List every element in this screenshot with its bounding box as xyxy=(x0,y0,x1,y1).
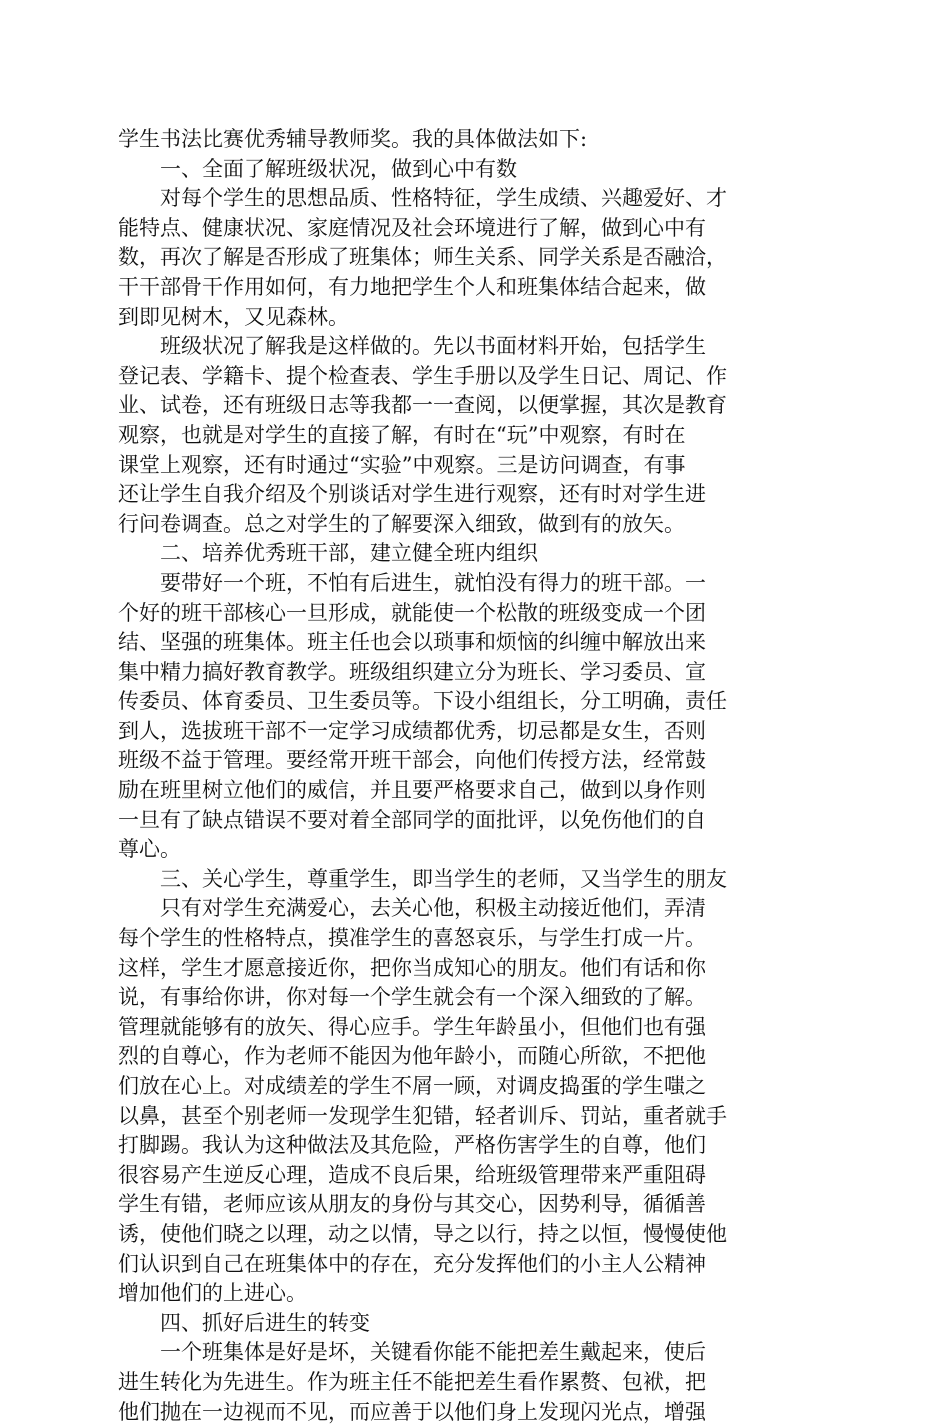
text-line: 们放在心上。对成绩差的学生不屑一顾，对调皮捣蛋的学生嗤之 xyxy=(118,1074,706,1098)
text-line: 很容易产生逆反心理，造成不良后果，给班级管理带来严重阻碍 xyxy=(118,1162,706,1187)
text-line: 以鼻，甚至个别老师一发现学生犯错，轻者训斥、罚站，重者就手 xyxy=(118,1103,727,1128)
text-line: 管理就能够有的放矢、得心应手。学生年龄虽小，但他们也有强 xyxy=(118,1014,706,1039)
text-line: 还让学生自我介绍及个别谈话对学生进行观察，还有时对学生进 xyxy=(118,482,706,507)
text-line: 尊心。 xyxy=(118,837,181,862)
text-line: 干干部骨干作用如何，有力地把学生个人和班集体结合起来，做 xyxy=(118,274,706,299)
text-line: 数，再次了解是否形成了班集体；师生关系、同学关系是否融洽， xyxy=(118,245,727,270)
text-line: 行问卷调查。总之对学生的了解要深入细致，做到有的放矢。 xyxy=(118,511,685,536)
text-line: 烈的自尊心，作为老师不能因为他年龄小，而随心所欲，不把他 xyxy=(118,1044,706,1069)
text-line: 对每个学生的思想品质、性格特征，学生成绩、兴趣爱好、才 xyxy=(160,186,727,211)
text-line: 学生书法比赛优秀辅导教师奖。我的具体做法如下: xyxy=(118,127,588,151)
text-line: 一个班集体是好是坏，关键看你能不能把差生戴起来，使后 xyxy=(160,1340,706,1365)
text-line: 业、试卷，还有班级日志等我都一一查阅，以便掌握，其次是教育 xyxy=(118,393,727,418)
text-line: 登记表、学籍卡、提个检查表、学生手册以及学生日记、周记、作 xyxy=(118,363,727,388)
text-line: 到即见树木，又见森林。 xyxy=(118,304,349,329)
text-line: 观察，也就是对学生的直接了解，有时在“玩”中观察，有时在 xyxy=(118,422,686,447)
text-line: 个好的班干部核心一旦形成，就能使一个松散的班级变成一个团 xyxy=(118,600,706,625)
text-line: 到人，选拔班干部不一定学习成绩都优秀，切忌都是女生，否则 xyxy=(118,718,706,743)
text-line: 只有对学生充满爱心，去关心他，积极主动接近他们，弄清 xyxy=(160,896,706,921)
text-line: 班级不益于管理。要经常开班干部会，向他们传授方法，经常鼓 xyxy=(118,748,706,773)
text-line: 励在班里树立他们的威信，并且要严格要求自己，做到以身作则 xyxy=(118,778,706,803)
text-line: 们认识到自己在班集体中的存在，充分发挥他们的小主人公精神 xyxy=(118,1251,706,1276)
text-line: 打脚踢。我认为这种做法及其危险，严格伤害学生的自尊，他们 xyxy=(118,1133,706,1158)
text-line: 增加他们的上进心。 xyxy=(118,1281,307,1306)
text-line: 集中精力搞好教育教学。班级组织建立分为班长、学习委员、宣 xyxy=(118,659,706,684)
text-line: 诱，使他们晓之以理，动之以情，导之以行，持之以恒，慢慢使他 xyxy=(118,1221,727,1246)
text-line: 这样，学生才愿意接近你，把你当成知心的朋友。他们有话和你 xyxy=(118,955,706,980)
text-line: 班级状况了解我是这样做的。先以书面材料开始，包括学生 xyxy=(160,334,706,359)
text-line: 每个学生的性格特点，摸准学生的喜怒哀乐，与学生打成一片。 xyxy=(118,926,706,951)
text-line: 课堂上观察，还有时通过“实验”中观察。三是访问调查，有事 xyxy=(118,452,686,477)
text-line: 三、关心学生，尊重学生，即当学生的老师，又当学生的朋友 xyxy=(160,866,727,891)
text-line: 学生有错，老师应该从朋友的身份与其交心，因势利导，循循善 xyxy=(118,1192,706,1217)
text-line: 一、全面了解班级状况，做到心中有数 xyxy=(160,156,517,181)
text-line: 结、坚强的班集体。班主任也会以琐事和烦恼的纠缠中解放出来 xyxy=(118,630,706,655)
text-line: 他们抛在一边视而不见，而应善于以他们身上发现闪光点，增强 xyxy=(118,1399,706,1424)
text-line: 一旦有了缺点错误不要对着全部同学的面批评，以免伤他们的自 xyxy=(118,807,706,832)
text-line: 能特点、健康状况、家庭情况及社会环境进行了解，做到心中有 xyxy=(118,215,706,240)
text-line: 四、抓好后进生的转变 xyxy=(160,1310,370,1335)
text-line: 二、培养优秀班干部，建立健全班内组织 xyxy=(160,541,538,566)
text-line: 要带好一个班，不怕有后进生，就怕没有得力的班干部。一 xyxy=(160,570,706,595)
text-line: 进生转化为先进生。作为班主任不能把差生看作累赘、包袱，把 xyxy=(118,1369,706,1394)
text-line: 说，有事给你讲，你对每一个学生就会有一个深入细致的了解。 xyxy=(118,985,706,1010)
text-line: 传委员、体育委员、卫生委员等。下设小组组长，分工明确，责任 xyxy=(118,689,727,714)
document-page xyxy=(118,125,798,1427)
